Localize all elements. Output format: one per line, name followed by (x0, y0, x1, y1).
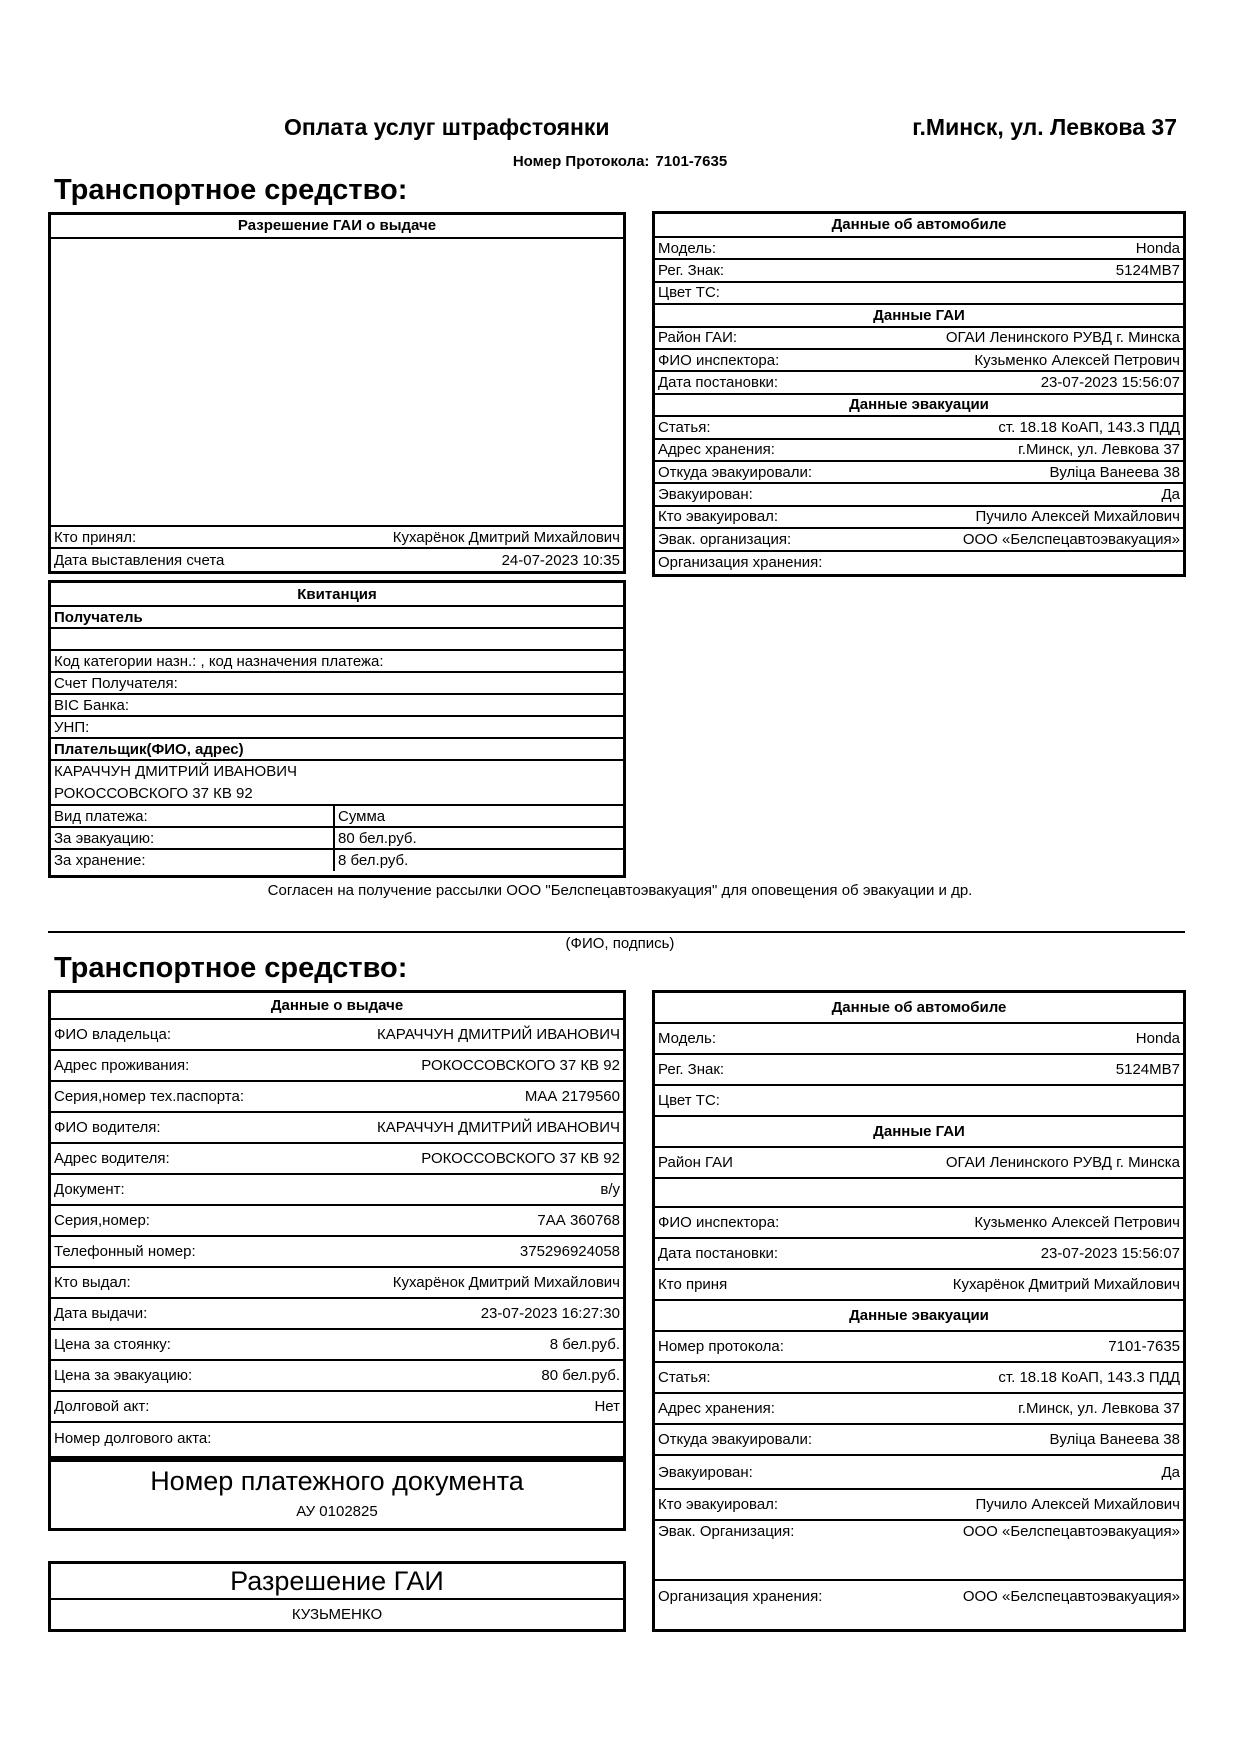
row-value: 7101-7635 (1108, 1338, 1180, 1355)
car-row (655, 283, 1183, 305)
evac-row (655, 1456, 1183, 1490)
issue-row (51, 1206, 623, 1237)
row-value: 23-07-2023 16:27:30 (480, 1305, 620, 1322)
row-label: Кто приня (658, 1276, 728, 1293)
car-data-title: Данные об автомобиле (655, 993, 1183, 1024)
row-label: Модель: (658, 1030, 717, 1047)
evac-row (655, 507, 1183, 529)
bank-bic (51, 695, 623, 717)
row-value: Вуліца Ванеева 38 (1049, 1431, 1180, 1448)
receipt-title: Квитанция (51, 583, 623, 607)
payment-row (51, 828, 623, 850)
row-label: ФИО инспектора: (658, 351, 780, 369)
payment-row (51, 850, 623, 871)
row-value: Honda (1135, 239, 1180, 257)
row-label: Модель: (658, 239, 717, 257)
row-value: Кузьменко Алексей Петрович (974, 1214, 1180, 1231)
permit-row (51, 549, 623, 571)
row-label: Серия,номер: (54, 1212, 150, 1229)
permit-box (48, 212, 626, 574)
issue-row (51, 1113, 623, 1144)
row-label: Адрес хранения: (658, 441, 775, 459)
row-label: Дата постановки: (658, 1245, 779, 1262)
payer-name: КАРАЧЧУН ДМИТРИЙ ИВАНОВИЧ (54, 762, 298, 780)
parking-address: г.Минск, ул. Левкова 37 (912, 114, 1177, 140)
issue-row (51, 1144, 623, 1175)
section-title-top: Транспортное средство: (54, 174, 408, 206)
issue-data-title: Данные о выдаче (51, 993, 623, 1020)
issue-row (51, 1299, 623, 1330)
row-label: Организация хранения: (658, 554, 823, 572)
row-label: Откуда эвакуировали: (658, 463, 813, 481)
protocol-label: Номер Протокола: (512, 153, 650, 170)
row-label: Код категории назн.: , код назначения платежа: (54, 652, 384, 670)
row-value: 23-07-2023 15:56:07 (1040, 1245, 1180, 1262)
row-value: Honda (1135, 1030, 1180, 1047)
row-value: Пучило Алексей Михайлович (975, 1496, 1180, 1513)
row-label: ФИО владельца: (54, 1026, 172, 1043)
row-label: Адрес водителя: (54, 1150, 170, 1167)
evac-row (655, 1363, 1183, 1394)
signature-line (48, 931, 1185, 933)
row-label: Цвет ТС: (658, 284, 720, 302)
row-label: Кто выдал: (54, 1274, 131, 1291)
payment-document-title: Номер платежного документа (150, 1466, 524, 1496)
row-label: Цена за стоянку: (54, 1336, 171, 1353)
row-value: 24-07-2023 10:35 (501, 551, 620, 569)
row-value: ст. 18.18 КоАП, 143.3 ПДД (998, 418, 1180, 436)
evac-row (655, 462, 1183, 484)
gai-row (655, 1270, 1183, 1301)
issue-row (51, 1392, 623, 1423)
row-value: 5124MB7 (1115, 1061, 1180, 1078)
unp (51, 717, 623, 739)
row-label: Серия,номер тех.паспорта: (54, 1088, 245, 1105)
row-value: Кухарёнок Дмитрий Михайлович (392, 1274, 620, 1291)
row-label: Плательщик(ФИО, адрес) (54, 740, 244, 758)
gai-permit-title: Разрешение ГАИ (51, 1564, 623, 1600)
protocol-number: 7101-7635 (655, 153, 728, 170)
row-value: МАА 2179560 (524, 1088, 620, 1105)
row-value: ОГАИ Ленинского РУВД г. Минска (945, 329, 1180, 347)
payment-document-box (48, 1459, 626, 1531)
row-label: Номер протокола: (658, 1338, 784, 1355)
payment-document-number: АУ 0102825 (296, 1503, 378, 1520)
issue-row (51, 1423, 623, 1453)
issue-row (51, 1268, 623, 1299)
row-value: ст. 18.18 КоАП, 143.3 ПДД (998, 1369, 1180, 1386)
evac-org-row (655, 1521, 1183, 1581)
gai-row (655, 1239, 1183, 1270)
row-label: Адрес хранения: (658, 1400, 775, 1417)
row-label: Район ГАИ: (658, 329, 738, 347)
row-value: Нет (594, 1398, 620, 1415)
gai-row (655, 350, 1183, 372)
recipient-account (51, 673, 623, 695)
row-value: 375296924058 (519, 1243, 620, 1260)
row-label: Статья: (658, 1369, 711, 1386)
row-label: Номер долгового акта: (54, 1429, 212, 1447)
row-label: ФИО инспектора: (658, 1214, 780, 1231)
evac-data-title: Данные эвакуации (655, 395, 1183, 417)
gai-row (655, 1208, 1183, 1239)
row-value: РОКОССОВСКОГО 37 КВ 92 (421, 1150, 620, 1167)
row-value: Вуліца Ванеева 38 (1049, 463, 1180, 481)
row-label: Кто эвакуировал: (658, 508, 779, 526)
car-row (655, 1024, 1183, 1055)
row-label: УНП: (54, 718, 90, 736)
evac-row (655, 529, 1183, 551)
row-value: в/у (600, 1181, 620, 1198)
row-value: Да (1161, 1463, 1180, 1481)
row-label: Долговой акт: (54, 1398, 150, 1415)
row-value: 7АА 360768 (537, 1212, 620, 1229)
evac-row (655, 1332, 1183, 1363)
row-label: Счет Получателя: (54, 674, 178, 692)
row-value: Кузьменко Алексей Петрович (974, 351, 1180, 369)
car-data-box-top (652, 211, 1186, 577)
row-label: Эвак. организация: (658, 530, 792, 548)
protocol-line (0, 153, 1240, 170)
row-value: 80 бел.руб. (541, 1367, 620, 1384)
gai-data-title: Данные ГАИ (655, 1117, 1183, 1148)
evac-data-title: Данные эвакуации (655, 1301, 1183, 1332)
evac-row (655, 1490, 1183, 1521)
row-value: г.Минск, ул. Левкова 37 (1018, 1400, 1180, 1417)
row-label: Получатель (54, 608, 143, 626)
issue-row (51, 1051, 623, 1082)
row-label: BIC Банка: (54, 696, 130, 714)
row-label: Кто принял: (54, 528, 137, 546)
row-label: Цена за эвакуацию: (54, 1367, 193, 1384)
recipient-label (51, 607, 623, 629)
signature-caption: (ФИО, подпись) (565, 935, 675, 952)
receipt-box (48, 580, 626, 878)
payer-info (51, 761, 623, 806)
row-label: Эвакуирован: (658, 1463, 753, 1481)
car-row (655, 260, 1183, 282)
row-label: Телефонный номер: (54, 1243, 196, 1260)
row-label: Район ГАИ (658, 1154, 733, 1171)
evac-row (655, 417, 1183, 439)
row-label: Адрес проживания: (54, 1057, 190, 1074)
car-row (655, 1055, 1183, 1086)
issue-row (51, 1020, 623, 1051)
payer-label (51, 739, 623, 761)
row-label: Статья: (658, 418, 711, 436)
row-label: Организация хранения: (658, 1587, 823, 1605)
row-value: Кухарёнок Дмитрий Михайлович (392, 528, 620, 546)
permit-row (51, 527, 623, 549)
row-label: Дата выставления счета (54, 551, 225, 569)
issue-row (51, 1237, 623, 1268)
gai-district-row (655, 1148, 1183, 1179)
row-value: ООО «Белспецавтоэвакуация» (962, 1587, 1180, 1605)
row-value: РОКОССОВСКОГО 37 КВ 92 (421, 1057, 620, 1074)
row-value: 23-07-2023 15:56:07 (1040, 374, 1180, 392)
row-value: ОГАИ Ленинского РУВД г. Минска (945, 1154, 1180, 1171)
evac-row (655, 552, 1183, 574)
payment-amount: Сумма (338, 807, 386, 825)
row-label: ФИО водителя: (54, 1119, 161, 1136)
storage-org-row (655, 1581, 1183, 1611)
gai-data-title: Данные ГАИ (655, 305, 1183, 327)
payment-row (51, 806, 623, 828)
row-label: Рег. Знак: (658, 1061, 725, 1078)
car-row (655, 1086, 1183, 1117)
row-label: Цвет ТС: (658, 1092, 720, 1109)
row-value: КАРАЧЧУН ДМИТРИЙ ИВАНОВИЧ (376, 1119, 620, 1136)
issue-row (51, 1330, 623, 1361)
row-label: Эвак. Организация: (658, 1523, 795, 1540)
gai-row (655, 372, 1183, 394)
row-value: КАРАЧЧУН ДМИТРИЙ ИВАНОВИЧ (376, 1026, 620, 1043)
row-value: 5124MB7 (1115, 262, 1180, 280)
gai-permit-box (48, 1561, 626, 1632)
consent-text: Согласен на получение рассылки ООО "Белспецавтоэвакуация" для оповещения об эвакуации и др. (267, 882, 973, 899)
row-label: Дата выдачи: (54, 1305, 148, 1322)
payer-address: РОКОССОВСКОГО 37 КВ 92 (54, 784, 253, 802)
row-value: ООО «Белспецавтоэвакуация» (962, 1523, 1180, 1540)
row-label: Документ: (54, 1181, 125, 1198)
payment-code-line (51, 651, 623, 673)
evac-row (655, 484, 1183, 506)
evac-row (655, 440, 1183, 462)
row-label: Эвакуирован: (658, 486, 753, 504)
row-label: Дата постановки: (658, 374, 779, 392)
row-value: Да (1161, 486, 1180, 504)
evac-row (655, 1394, 1183, 1425)
row-label: Кто эвакуировал: (658, 1496, 779, 1513)
permit-blank-area (51, 239, 623, 527)
permit-title: Разрешение ГАИ о выдаче (51, 215, 623, 239)
row-value: Пучило Алексей Михайлович (975, 508, 1180, 526)
document-title: Оплата услуг штрафстоянки (284, 114, 610, 140)
row-value: 8 бел.руб. (549, 1336, 620, 1353)
row-label: Рег. Знак: (658, 262, 725, 280)
payment-type: Вид платежа: (51, 806, 335, 826)
issue-row (51, 1082, 623, 1113)
row-value: ООО «Белспецавтоэвакуация» (962, 530, 1180, 548)
car-data-title: Данные об автомобиле (655, 214, 1183, 238)
gai-permit-value: КУЗЬМЕНКО (291, 1606, 383, 1623)
row-value: г.Минск, ул. Левкова 37 (1018, 441, 1180, 459)
gai-blank-row (655, 1179, 1183, 1208)
issue-data-box (48, 990, 626, 1459)
payment-amount: 8 бел.руб. (338, 852, 409, 869)
section-title-bottom: Транспортное средство: (54, 952, 408, 984)
gai-row (655, 328, 1183, 350)
evac-row (655, 1425, 1183, 1456)
car-row (655, 238, 1183, 260)
recipient-value (51, 629, 623, 651)
issue-row (51, 1175, 623, 1206)
row-value: Кухарёнок Дмитрий Михайлович (952, 1276, 1180, 1293)
car-data-box-bottom (652, 990, 1186, 1632)
payment-type: За хранение: (51, 850, 335, 871)
row-label: Откуда эвакуировали: (658, 1431, 813, 1448)
payment-amount: 80 бел.руб. (338, 829, 417, 847)
issue-row (51, 1361, 623, 1392)
payment-type: За эвакуацию: (51, 828, 335, 848)
